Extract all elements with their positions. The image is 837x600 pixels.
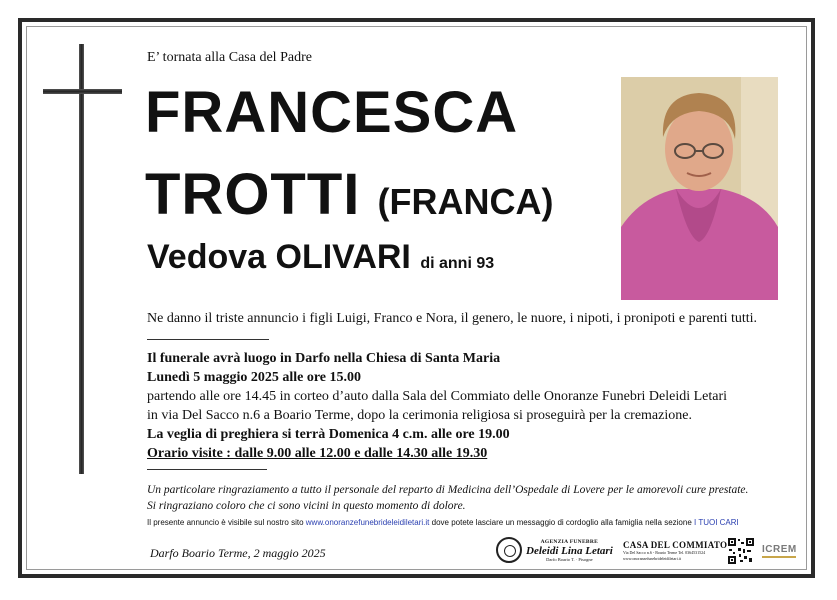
thanks-text bbox=[147, 482, 748, 514]
agency-name: Deleidi Lina Letari bbox=[526, 544, 613, 557]
portrait-photo bbox=[621, 77, 778, 300]
agency-emblem-icon bbox=[496, 537, 522, 563]
divider bbox=[147, 469, 267, 470]
age: di anni 93 bbox=[420, 255, 495, 272]
commiato-address: Via Del Sacco n.6 - Boario Terme Tel. 0364531524 bbox=[623, 550, 706, 555]
announcement-text: Ne danno il triste annuncio i figli Luigi, Franco e Nora, il genero, le nuore, i nipoti, i pronipoti e parenti tutti. bbox=[147, 311, 758, 326]
cross-icon-vertical bbox=[79, 44, 84, 474]
vigil-text: La veglia di preghiera si terrà Domenica 4 c.m. alle ore 19.00 bbox=[147, 427, 510, 442]
thanks-line-1: Un particolare ringraziamento a tutto il personale del reparto di Medicina dell’Ospedale di Lovere per le amorevoli cure prestate. bbox=[147, 484, 749, 496]
partner-logo bbox=[762, 544, 797, 558]
online-middle: dove potete lasciare un messaggio di cordoglio alla famiglia nella sezione bbox=[431, 518, 692, 527]
divider bbox=[147, 339, 269, 340]
website-link[interactable]: www.onoranzefunebrideleidiletari.it bbox=[305, 518, 430, 527]
surname-line bbox=[145, 162, 554, 227]
commiato-site: www.onoranzefunebrideleidiletari.it bbox=[623, 556, 681, 561]
qr-code-icon bbox=[728, 538, 754, 564]
commiato-block bbox=[623, 540, 727, 562]
online-notice bbox=[147, 518, 739, 527]
funeral-procession: partendo alle ore 14.45 in corteo d’auto dalla Sala del Commiato delle Onoranze Funebri Deleidi Letari bbox=[147, 389, 728, 404]
agency-logo-block bbox=[496, 537, 613, 563]
nickname: (FRANCA) bbox=[377, 181, 554, 222]
agency-address: Darfo Boario T. · Pisogne bbox=[546, 556, 593, 562]
funeral-ceremony: in via Del Sacco n.6 a Boario Terme, dopo la cerimonia religiosa si proseguirà per la cremazione. bbox=[147, 408, 692, 423]
widow-line bbox=[147, 240, 494, 274]
widow-of: Vedova OLIVARI bbox=[147, 238, 411, 276]
agency-text bbox=[526, 539, 613, 562]
agency-label: AGENZIA FUNEBRE bbox=[540, 538, 599, 545]
commiato-title: CASA DEL COMMIATO bbox=[623, 540, 728, 550]
partner-logo-word: ICREM bbox=[762, 544, 797, 555]
online-prefix: Il presente annuncio è visibile sul nostro sito bbox=[147, 518, 304, 527]
visiting-hours: Orario visite : dalle 9.00 alle 12.00 e dalle 14.30 alle 19.30 bbox=[147, 446, 488, 461]
funeral-date: Lunedì 5 maggio 2025 alle ore 15.00 bbox=[147, 370, 362, 385]
surname: TROTTI bbox=[145, 162, 361, 227]
funeral-details bbox=[147, 349, 727, 463]
thanks-line-2: Si ringraziano coloro che ci sono vicini in questo momento di dolore. bbox=[147, 500, 466, 512]
cross-icon-horizontal bbox=[43, 89, 122, 94]
intro-text: E’ tornata alla Casa del Padre bbox=[147, 50, 312, 65]
place-date: Darfo Boario Terme, 2 maggio 2025 bbox=[150, 546, 326, 560]
partner-logo-bar bbox=[762, 556, 796, 558]
funeral-place: Il funerale avrà luogo in Darfo nella Chiesa di Santa Maria bbox=[147, 351, 501, 366]
portrait-illustration bbox=[621, 77, 778, 300]
first-name: FRANCESCA bbox=[145, 80, 519, 145]
section-link[interactable]: I TUOI CARI bbox=[694, 518, 739, 527]
